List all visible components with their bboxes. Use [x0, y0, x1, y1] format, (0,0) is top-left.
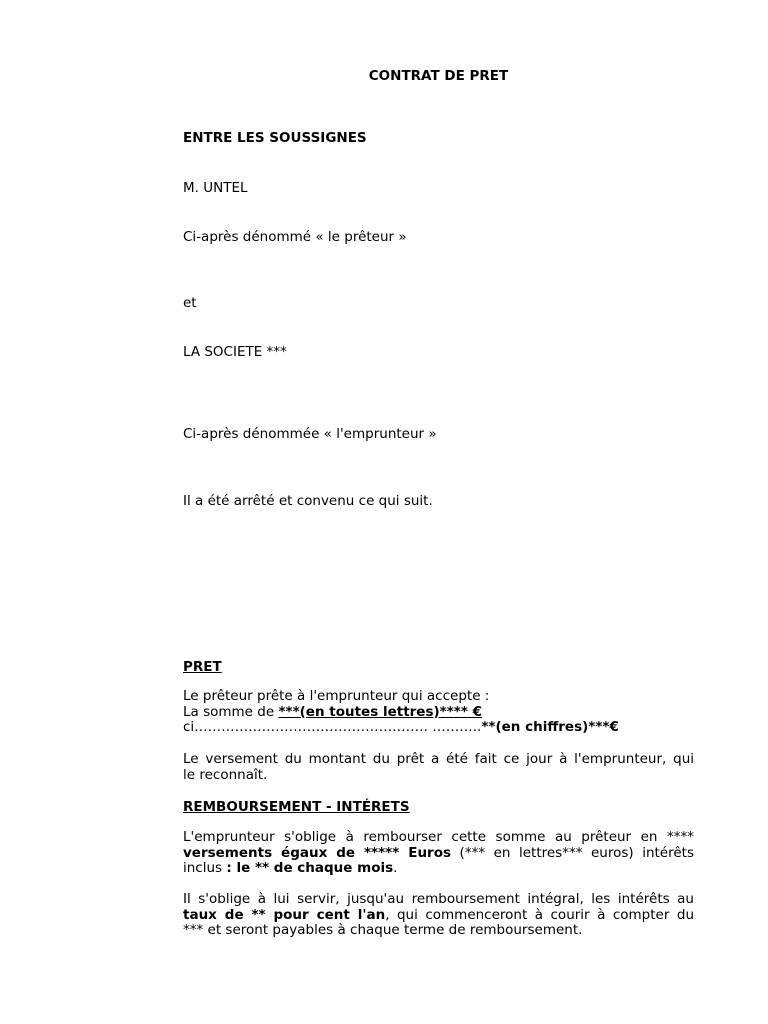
payment-line-1: Le versement du montant du prêt a été fait ce jour à l'emprunteur, qui	[183, 751, 694, 767]
remboursement-paragraph-2	[183, 892, 694, 939]
lender-designation: Ci-après dénommé « le prêteur »	[183, 229, 407, 245]
remb-p2-line-3: *** et seront payables à chaque terme de remboursement.	[183, 922, 583, 938]
payment-paragraph	[183, 752, 694, 783]
remb-due-day: : le ** de chaque mois	[226, 860, 394, 876]
lender-name: M. UNTEL	[183, 180, 248, 196]
remb-p1-line-3	[183, 861, 694, 877]
figures-prefix: ci……………………………………………. ………..	[183, 719, 482, 735]
remboursement-paragraph-1	[183, 830, 694, 877]
pret-intro: Le prêteur prête à l'emprunteur qui accepte :	[183, 688, 490, 704]
interest-start-text: , qui commenceront à courir à compter du	[385, 906, 695, 923]
remboursement-heading: REMBOURSEMENT - INTÉRETS	[183, 799, 410, 815]
sum-in-figures: **(en chiffres)***€	[481, 719, 619, 735]
sum-in-words: ***(en toutes lettres)**** €	[278, 703, 482, 720]
remb-p2-line-2	[183, 908, 694, 924]
agreement-statement: Il a été arrêté et convenu ce qui suit.	[183, 493, 433, 509]
sum-prefix: La somme de	[183, 703, 279, 720]
remb-period: .	[393, 860, 398, 876]
document-title: CONTRAT DE PRET	[368, 68, 509, 84]
remb-included-text: inclus	[183, 860, 227, 876]
pret-figures-line	[183, 720, 694, 736]
remb-installments: versements égaux de ***** Euros	[183, 844, 452, 861]
pret-heading: PRET	[183, 659, 222, 675]
borrower-designation: Ci-après dénommée « l'emprunteur »	[183, 426, 437, 442]
conjunction-text: et	[183, 295, 197, 311]
remb-p2-line-1: Il s'oblige à lui servir, jusqu'au remboursement intégral, les intérêts au	[183, 891, 694, 907]
pret-sum-line	[183, 705, 694, 721]
borrower-name: LA SOCIETE ***	[183, 344, 287, 360]
remb-p1-line-1: L'emprunteur s'oblige à rembourser cette somme au prêteur en ****	[183, 829, 694, 845]
interest-rate: taux de ** pour cent l'an	[183, 906, 386, 923]
remb-p1-line-2	[183, 846, 694, 862]
parties-heading: ENTRE LES SOUSSIGNES	[183, 130, 367, 146]
remb-installments-words: (*** en lettres*** euros) intérêts	[451, 844, 694, 861]
payment-line-2: le reconnaît.	[183, 766, 268, 783]
pret-paragraph	[183, 689, 694, 736]
